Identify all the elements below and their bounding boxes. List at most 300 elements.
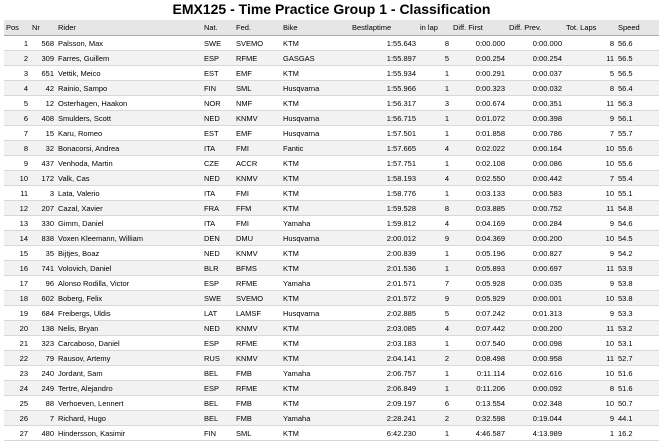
cell-nr: 138 (30, 321, 56, 336)
cell-nr: 35 (30, 246, 56, 261)
cell-nat: EST (202, 66, 234, 81)
cell-tot-laps: 8 (564, 81, 616, 96)
cell-rider: Farres, Guillem (56, 51, 202, 66)
cell-pos: 5 (4, 96, 30, 111)
cell-tot-laps: 9 (564, 246, 616, 261)
cell-nr: 437 (30, 156, 56, 171)
table-row[interactable] (4, 201, 659, 216)
cell-rider: Smulders, Scott (56, 111, 202, 126)
cell-in-lap: 1 (418, 261, 451, 276)
cell-bestlaptime: 2:06.757 (350, 366, 418, 381)
cell-tot-laps: 10 (564, 156, 616, 171)
cell-speed: 52.7 (616, 351, 659, 366)
cell-nat: FRA (202, 201, 234, 216)
table-row[interactable] (4, 111, 659, 126)
cell-rider: Bonacorsi, Andrea (56, 141, 202, 156)
cell-diff-prev: 0:02.616 (507, 366, 564, 381)
cell-nat: NED (202, 111, 234, 126)
cell-diff-prev: 0:00.037 (507, 66, 564, 81)
cell-bestlaptime: 1:55.934 (350, 66, 418, 81)
cell-fed: EMF (234, 126, 281, 141)
cell-diff-prev: 0:00.032 (507, 81, 564, 96)
cell-fed: FMB (234, 411, 281, 426)
cell-diff-prev: 0:00.398 (507, 111, 564, 126)
cell-in-lap: 1 (418, 246, 451, 261)
cell-diff-prev: 0:19.044 (507, 411, 564, 426)
cell-diff-prev: 0:00.092 (507, 381, 564, 396)
table-row[interactable] (4, 171, 659, 186)
cell-speed: 56.1 (616, 111, 659, 126)
cell-tot-laps: 8 (564, 36, 616, 51)
cell-speed: 54.8 (616, 201, 659, 216)
cell-pos: 18 (4, 291, 30, 306)
cell-bestlaptime: 1:56.715 (350, 111, 418, 126)
cell-nr: 651 (30, 66, 56, 81)
cell-tot-laps: 11 (564, 261, 616, 276)
cell-in-lap: 5 (418, 51, 451, 66)
cell-pos: 24 (4, 381, 30, 396)
cell-bestlaptime: 1:59.528 (350, 201, 418, 216)
cell-diff-first: 0:13.554 (451, 396, 507, 411)
cell-pos: 10 (4, 171, 30, 186)
cell-bike: KTM (281, 351, 350, 366)
cell-nat: EST (202, 126, 234, 141)
cell-bestlaptime: 1:58.193 (350, 171, 418, 186)
cell-tot-laps: 9 (564, 411, 616, 426)
cell-nat: ITA (202, 216, 234, 231)
cell-pos: 25 (4, 396, 30, 411)
cell-tot-laps: 11 (564, 351, 616, 366)
cell-pos: 8 (4, 141, 30, 156)
cell-diff-first: 0:04.369 (451, 231, 507, 246)
cell-tot-laps: 11 (564, 321, 616, 336)
cell-tot-laps: 11 (564, 51, 616, 66)
cell-in-lap: 4 (418, 171, 451, 186)
cell-nat: ITA (202, 141, 234, 156)
cell-bestlaptime: 1:57.665 (350, 141, 418, 156)
cell-in-lap: 9 (418, 291, 451, 306)
cell-tot-laps: 9 (564, 276, 616, 291)
table-row[interactable] (4, 36, 659, 51)
cell-pos: 2 (4, 51, 30, 66)
cell-diff-prev: 0:02.348 (507, 396, 564, 411)
cell-rider: Carcaboso, Daniel (56, 336, 202, 351)
cell-rider: Lata, Valerio (56, 186, 202, 201)
cell-bike: GASGAS (281, 51, 350, 66)
table-row[interactable] (4, 96, 659, 111)
cell-diff-prev: 0:00.351 (507, 96, 564, 111)
cell-nr: 568 (30, 36, 56, 51)
table-row[interactable] (4, 336, 659, 351)
cell-bike: Fantic (281, 141, 350, 156)
cell-bike: Yamaha (281, 411, 350, 426)
cell-fed: FMB (234, 366, 281, 381)
col-header-tot-laps[interactable]: Tot. Laps (564, 20, 616, 36)
table-row[interactable] (4, 156, 659, 171)
cell-in-lap: 1 (418, 366, 451, 381)
cell-in-lap: 9 (418, 231, 451, 246)
cell-rider: Hindersson, Kasimir (56, 426, 202, 441)
table-row[interactable] (4, 321, 659, 336)
cell-pos: 26 (4, 411, 30, 426)
table-row[interactable] (4, 246, 659, 261)
cell-bike: KTM (281, 201, 350, 216)
cell-diff-first: 0:00.000 (451, 36, 507, 51)
cell-fed: EMF (234, 66, 281, 81)
cell-diff-first: 0:05.929 (451, 291, 507, 306)
col-header-nr[interactable]: Nr (30, 20, 56, 36)
cell-rider: Bijtjes, Boaz (56, 246, 202, 261)
cell-rider: Verhoeven, Lennert (56, 396, 202, 411)
cell-nat: CZE (202, 156, 234, 171)
cell-nat: BEL (202, 396, 234, 411)
cell-bestlaptime: 1:55.966 (350, 81, 418, 96)
cell-diff-prev: 0:00.583 (507, 186, 564, 201)
cell-nr: 42 (30, 81, 56, 96)
table-row[interactable] (4, 381, 659, 396)
cell-fed: SML (234, 426, 281, 441)
cell-bike: Yamaha (281, 216, 350, 231)
table-row[interactable] (4, 306, 659, 321)
cell-tot-laps: 9 (564, 216, 616, 231)
cell-pos: 14 (4, 231, 30, 246)
cell-diff-prev: 0:00.254 (507, 51, 564, 66)
table-row[interactable] (4, 81, 659, 96)
cell-pos: 3 (4, 66, 30, 81)
cell-tot-laps: 1 (564, 426, 616, 441)
cell-nat: NOR (202, 96, 234, 111)
cell-diff-first: 0:07.242 (451, 306, 507, 321)
table-row[interactable] (4, 216, 659, 231)
cell-speed: 56.3 (616, 96, 659, 111)
cell-diff-prev: 4:13.989 (507, 426, 564, 441)
cell-diff-first: 4:46.587 (451, 426, 507, 441)
cell-diff-first: 0:02.108 (451, 156, 507, 171)
table-row[interactable] (4, 291, 659, 306)
cell-in-lap: 4 (418, 321, 451, 336)
cell-rider: Rainio, Sampo (56, 81, 202, 96)
table-row[interactable] (4, 366, 659, 381)
cell-bestlaptime: 1:57.501 (350, 126, 418, 141)
cell-rider: Voxen Kleemann, William (56, 231, 202, 246)
cell-bike: KTM (281, 156, 350, 171)
cell-fed: FMI (234, 141, 281, 156)
cell-pos: 16 (4, 261, 30, 276)
cell-pos: 1 (4, 36, 30, 51)
cell-fed: BFMS (234, 261, 281, 276)
cell-nat: NED (202, 321, 234, 336)
cell-pos: 21 (4, 336, 30, 351)
cell-diff-prev: 0:00.200 (507, 231, 564, 246)
cell-bestlaptime: 2:01.572 (350, 291, 418, 306)
cell-tot-laps: 10 (564, 291, 616, 306)
cell-fed: RFME (234, 381, 281, 396)
cell-bike: KTM (281, 186, 350, 201)
cell-in-lap: 7 (418, 276, 451, 291)
cell-in-lap: 1 (418, 186, 451, 201)
cell-diff-prev: 0:00.164 (507, 141, 564, 156)
cell-pos: 7 (4, 126, 30, 141)
cell-bike: KTM (281, 381, 350, 396)
cell-nr: 12 (30, 96, 56, 111)
cell-nr: 79 (30, 351, 56, 366)
cell-in-lap: 1 (418, 336, 451, 351)
table-row[interactable] (4, 261, 659, 276)
cell-speed: 53.8 (616, 291, 659, 306)
table-row[interactable] (4, 396, 659, 411)
cell-speed: 55.4 (616, 171, 659, 186)
cell-bike: KTM (281, 96, 350, 111)
cell-nr: 240 (30, 366, 56, 381)
cell-pos: 12 (4, 201, 30, 216)
cell-diff-prev: 0:00.098 (507, 336, 564, 351)
cell-in-lap: 1 (418, 381, 451, 396)
cell-diff-first: 0:07.540 (451, 336, 507, 351)
cell-bestlaptime: 2:06.849 (350, 381, 418, 396)
cell-speed: 44.1 (616, 411, 659, 426)
cell-nat: BEL (202, 366, 234, 381)
cell-nat: ITA (202, 186, 234, 201)
cell-speed: 54.5 (616, 231, 659, 246)
cell-speed: 50.7 (616, 396, 659, 411)
table-row[interactable] (4, 66, 659, 81)
cell-speed: 55.1 (616, 186, 659, 201)
col-header-diff-first[interactable]: Diff. First (451, 20, 507, 36)
cell-bestlaptime: 2:01.571 (350, 276, 418, 291)
cell-pos: 4 (4, 81, 30, 96)
col-header-fed[interactable]: Fed. (234, 20, 281, 36)
cell-rider: Palsson, Max (56, 36, 202, 51)
cell-in-lap: 2 (418, 351, 451, 366)
cell-fed: KNMV (234, 321, 281, 336)
cell-diff-first: 0:11.206 (451, 381, 507, 396)
cell-in-lap: 5 (418, 306, 451, 321)
cell-rider: Volovich, Daniel (56, 261, 202, 276)
cell-bike: Yamaha (281, 276, 350, 291)
cell-nat: LAT (202, 306, 234, 321)
cell-bestlaptime: 1:57.751 (350, 156, 418, 171)
cell-nat: DEN (202, 231, 234, 246)
cell-fed: LAMSF (234, 306, 281, 321)
cell-fed: KNMV (234, 171, 281, 186)
cell-bestlaptime: 2:02.885 (350, 306, 418, 321)
classification-table (4, 20, 659, 441)
cell-nr: 249 (30, 381, 56, 396)
table-row[interactable] (4, 186, 659, 201)
cell-tot-laps: 9 (564, 111, 616, 126)
cell-pos: 23 (4, 366, 30, 381)
cell-nat: SWE (202, 36, 234, 51)
cell-speed: 53.8 (616, 276, 659, 291)
cell-fed: RFME (234, 51, 281, 66)
cell-nat: NED (202, 171, 234, 186)
cell-in-lap: 4 (418, 216, 451, 231)
cell-diff-prev: 0:00.000 (507, 36, 564, 51)
cell-rider: Vettik, Meico (56, 66, 202, 81)
cell-bestlaptime: 1:55.897 (350, 51, 418, 66)
cell-bestlaptime: 2:04.141 (350, 351, 418, 366)
header-row (4, 20, 659, 36)
cell-pos: 27 (4, 426, 30, 441)
cell-fed: KNMV (234, 111, 281, 126)
cell-nat: ESP (202, 381, 234, 396)
table-row[interactable] (4, 276, 659, 291)
cell-bike: Husqvarna (281, 111, 350, 126)
cell-in-lap: 2 (418, 411, 451, 426)
cell-tot-laps: 10 (564, 396, 616, 411)
col-header-bestlaptime[interactable]: Bestlaptime (350, 20, 418, 36)
cell-in-lap: 1 (418, 126, 451, 141)
cell-fed: DMU (234, 231, 281, 246)
cell-diff-first: 0:05.928 (451, 276, 507, 291)
col-header-pos[interactable]: Pos (4, 20, 30, 36)
cell-tot-laps: 8 (564, 381, 616, 396)
cell-diff-first: 0:11.114 (451, 366, 507, 381)
col-header-rider[interactable]: Rider (56, 20, 202, 36)
cell-tot-laps: 11 (564, 201, 616, 216)
cell-bestlaptime: 2:01.536 (350, 261, 418, 276)
table-row[interactable] (4, 141, 659, 156)
cell-in-lap: 1 (418, 156, 451, 171)
cell-bestlaptime: 6:42.230 (350, 426, 418, 441)
cell-pos: 15 (4, 246, 30, 261)
cell-speed: 55.6 (616, 141, 659, 156)
cell-in-lap: 1 (418, 426, 451, 441)
cell-fed: KNMV (234, 246, 281, 261)
cell-diff-first: 0:04.169 (451, 216, 507, 231)
cell-bike: KTM (281, 36, 350, 51)
cell-diff-prev: 0:00.284 (507, 216, 564, 231)
cell-pos: 9 (4, 156, 30, 171)
cell-rider: Jordant, Sam (56, 366, 202, 381)
cell-bestlaptime: 2:09.197 (350, 396, 418, 411)
cell-rider: Valk, Cas (56, 171, 202, 186)
cell-speed: 55.6 (616, 156, 659, 171)
cell-nr: 172 (30, 171, 56, 186)
cell-bestlaptime: 1:58.776 (350, 186, 418, 201)
cell-tot-laps: 10 (564, 186, 616, 201)
cell-rider: Boberg, Felix (56, 291, 202, 306)
cell-bike: KTM (281, 426, 350, 441)
cell-diff-prev: 0:00.786 (507, 126, 564, 141)
cell-diff-first: 0:07.442 (451, 321, 507, 336)
cell-nr: 838 (30, 231, 56, 246)
cell-speed: 54.2 (616, 246, 659, 261)
cell-in-lap: 1 (418, 111, 451, 126)
table-row[interactable] (4, 231, 659, 246)
cell-nat: BLR (202, 261, 234, 276)
cell-diff-first: 0:01.072 (451, 111, 507, 126)
cell-rider: Cazal, Xavier (56, 201, 202, 216)
cell-speed: 54.6 (616, 216, 659, 231)
table-row[interactable] (4, 411, 659, 426)
cell-speed: 56.5 (616, 51, 659, 66)
cell-nr: 330 (30, 216, 56, 231)
cell-diff-prev: 0:01.313 (507, 306, 564, 321)
cell-fed: SVEMO (234, 291, 281, 306)
cell-diff-first: 0:03.133 (451, 186, 507, 201)
col-header-bike[interactable]: Bike (281, 20, 350, 36)
table-row[interactable] (4, 351, 659, 366)
cell-fed: FMI (234, 186, 281, 201)
cell-diff-prev: 0:00.001 (507, 291, 564, 306)
cell-diff-prev: 0:00.958 (507, 351, 564, 366)
cell-pos: 20 (4, 321, 30, 336)
cell-in-lap: 1 (418, 66, 451, 81)
table-row[interactable] (4, 126, 659, 141)
cell-speed: 53.9 (616, 261, 659, 276)
cell-nat: FIN (202, 81, 234, 96)
col-header-diff-prev[interactable]: Diff. Prev. (507, 20, 564, 36)
cell-nr: 96 (30, 276, 56, 291)
cell-fed: KNMV (234, 351, 281, 366)
cell-pos: 13 (4, 216, 30, 231)
cell-diff-prev: 0:00.442 (507, 171, 564, 186)
cell-speed: 51.6 (616, 381, 659, 396)
cell-nr: 408 (30, 111, 56, 126)
cell-pos: 6 (4, 111, 30, 126)
cell-rider: Rausov, Artemy (56, 351, 202, 366)
cell-tot-laps: 7 (564, 171, 616, 186)
cell-diff-first: 0:05.196 (451, 246, 507, 261)
cell-diff-prev: 0:00.200 (507, 321, 564, 336)
cell-diff-first: 0:02.550 (451, 171, 507, 186)
cell-bestlaptime: 2:03.085 (350, 321, 418, 336)
cell-tot-laps: 10 (564, 231, 616, 246)
cell-bike: KTM (281, 171, 350, 186)
cell-tot-laps: 10 (564, 336, 616, 351)
cell-rider: Alonso Rodilla, Victor (56, 276, 202, 291)
cell-bestlaptime: 1:56.317 (350, 96, 418, 111)
cell-diff-first: 0:00.291 (451, 66, 507, 81)
cell-fed: FFM (234, 201, 281, 216)
cell-rider: Nelis, Bryan (56, 321, 202, 336)
cell-in-lap: 3 (418, 96, 451, 111)
cell-diff-prev: 0:00.086 (507, 156, 564, 171)
cell-rider: Osterhagen, Haakon (56, 96, 202, 111)
cell-bike: KTM (281, 336, 350, 351)
cell-nat: ESP (202, 336, 234, 351)
cell-tot-laps: 10 (564, 141, 616, 156)
col-header-speed[interactable]: Speed (616, 20, 659, 36)
cell-nat: ESP (202, 51, 234, 66)
cell-nr: 741 (30, 261, 56, 276)
cell-nr: 3 (30, 186, 56, 201)
table-row[interactable] (4, 51, 659, 66)
cell-diff-first: 0:02.022 (451, 141, 507, 156)
cell-fed: NMF (234, 96, 281, 111)
cell-nat: ESP (202, 276, 234, 291)
cell-nr: 480 (30, 426, 56, 441)
cell-tot-laps: 11 (564, 96, 616, 111)
cell-diff-first: 0:32.598 (451, 411, 507, 426)
cell-speed: 56.5 (616, 66, 659, 81)
col-header-nat[interactable]: Nat. (202, 20, 234, 36)
cell-nr: 323 (30, 336, 56, 351)
cell-nat: SWE (202, 291, 234, 306)
table-row[interactable] (4, 426, 659, 441)
cell-in-lap: 4 (418, 141, 451, 156)
cell-pos: 19 (4, 306, 30, 321)
cell-bike: KTM (281, 66, 350, 81)
cell-rider: Venhoda, Martin (56, 156, 202, 171)
page-title: EMX125 - Time Practice Group 1 - Classification (172, 1, 491, 17)
cell-fed: FMI (234, 216, 281, 231)
cell-bike: KTM (281, 321, 350, 336)
col-header-in-lap[interactable]: in lap (418, 20, 451, 36)
cell-pos: 22 (4, 351, 30, 366)
cell-nr: 15 (30, 126, 56, 141)
